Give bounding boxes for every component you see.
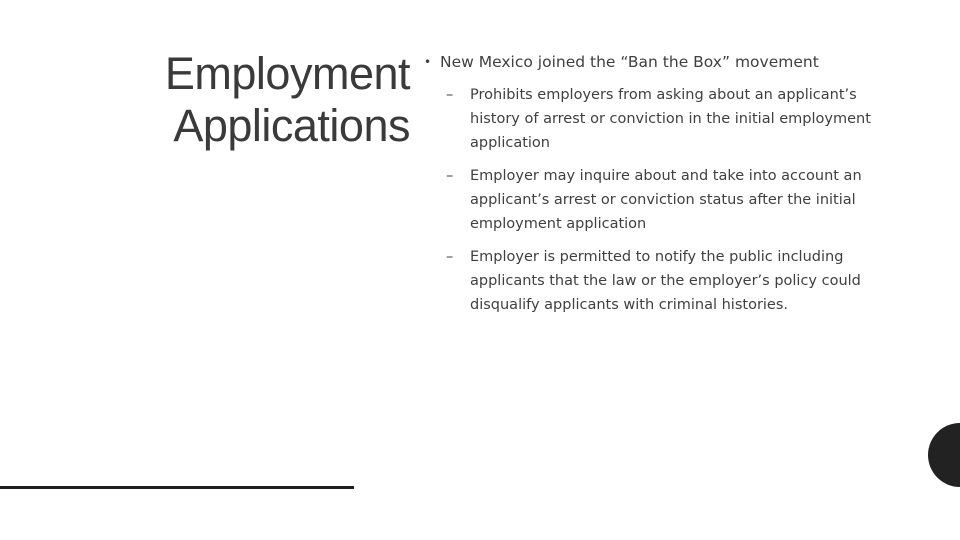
sub-bullet-text: Prohibits employers from asking about an applicant’s history of arrest or conviction in the initial employment application — [470, 87, 871, 151]
sub-bullet-text: Employer may inquire about and take into account an applicant’s arrest or conviction status after the initial employment application — [470, 168, 862, 232]
main-bullet — [424, 50, 894, 74]
bullet-dot-icon: • — [424, 55, 432, 69]
sub-bullet-1 — [446, 83, 894, 155]
slide-title — [118, 48, 410, 152]
sub-bullet-2 — [446, 164, 894, 236]
dash-icon: – — [446, 249, 454, 265]
decorative-circle — [928, 423, 960, 487]
slide-title-line-1: Employment — [164, 48, 410, 99]
decorative-rule — [0, 486, 354, 489]
slide-title-line-2: Applications — [173, 100, 410, 151]
main-bullet-text: New Mexico joined the “Ban the Box” movement — [440, 53, 819, 71]
sub-bullet-3 — [446, 245, 894, 317]
dash-icon: – — [446, 87, 454, 103]
sub-bullet-text: Employer is permitted to notify the public including applicants that the law or the employer’s policy could disqualify applicants with criminal histories. — [470, 249, 861, 313]
dash-icon: – — [446, 168, 454, 184]
slide-body — [424, 50, 894, 326]
